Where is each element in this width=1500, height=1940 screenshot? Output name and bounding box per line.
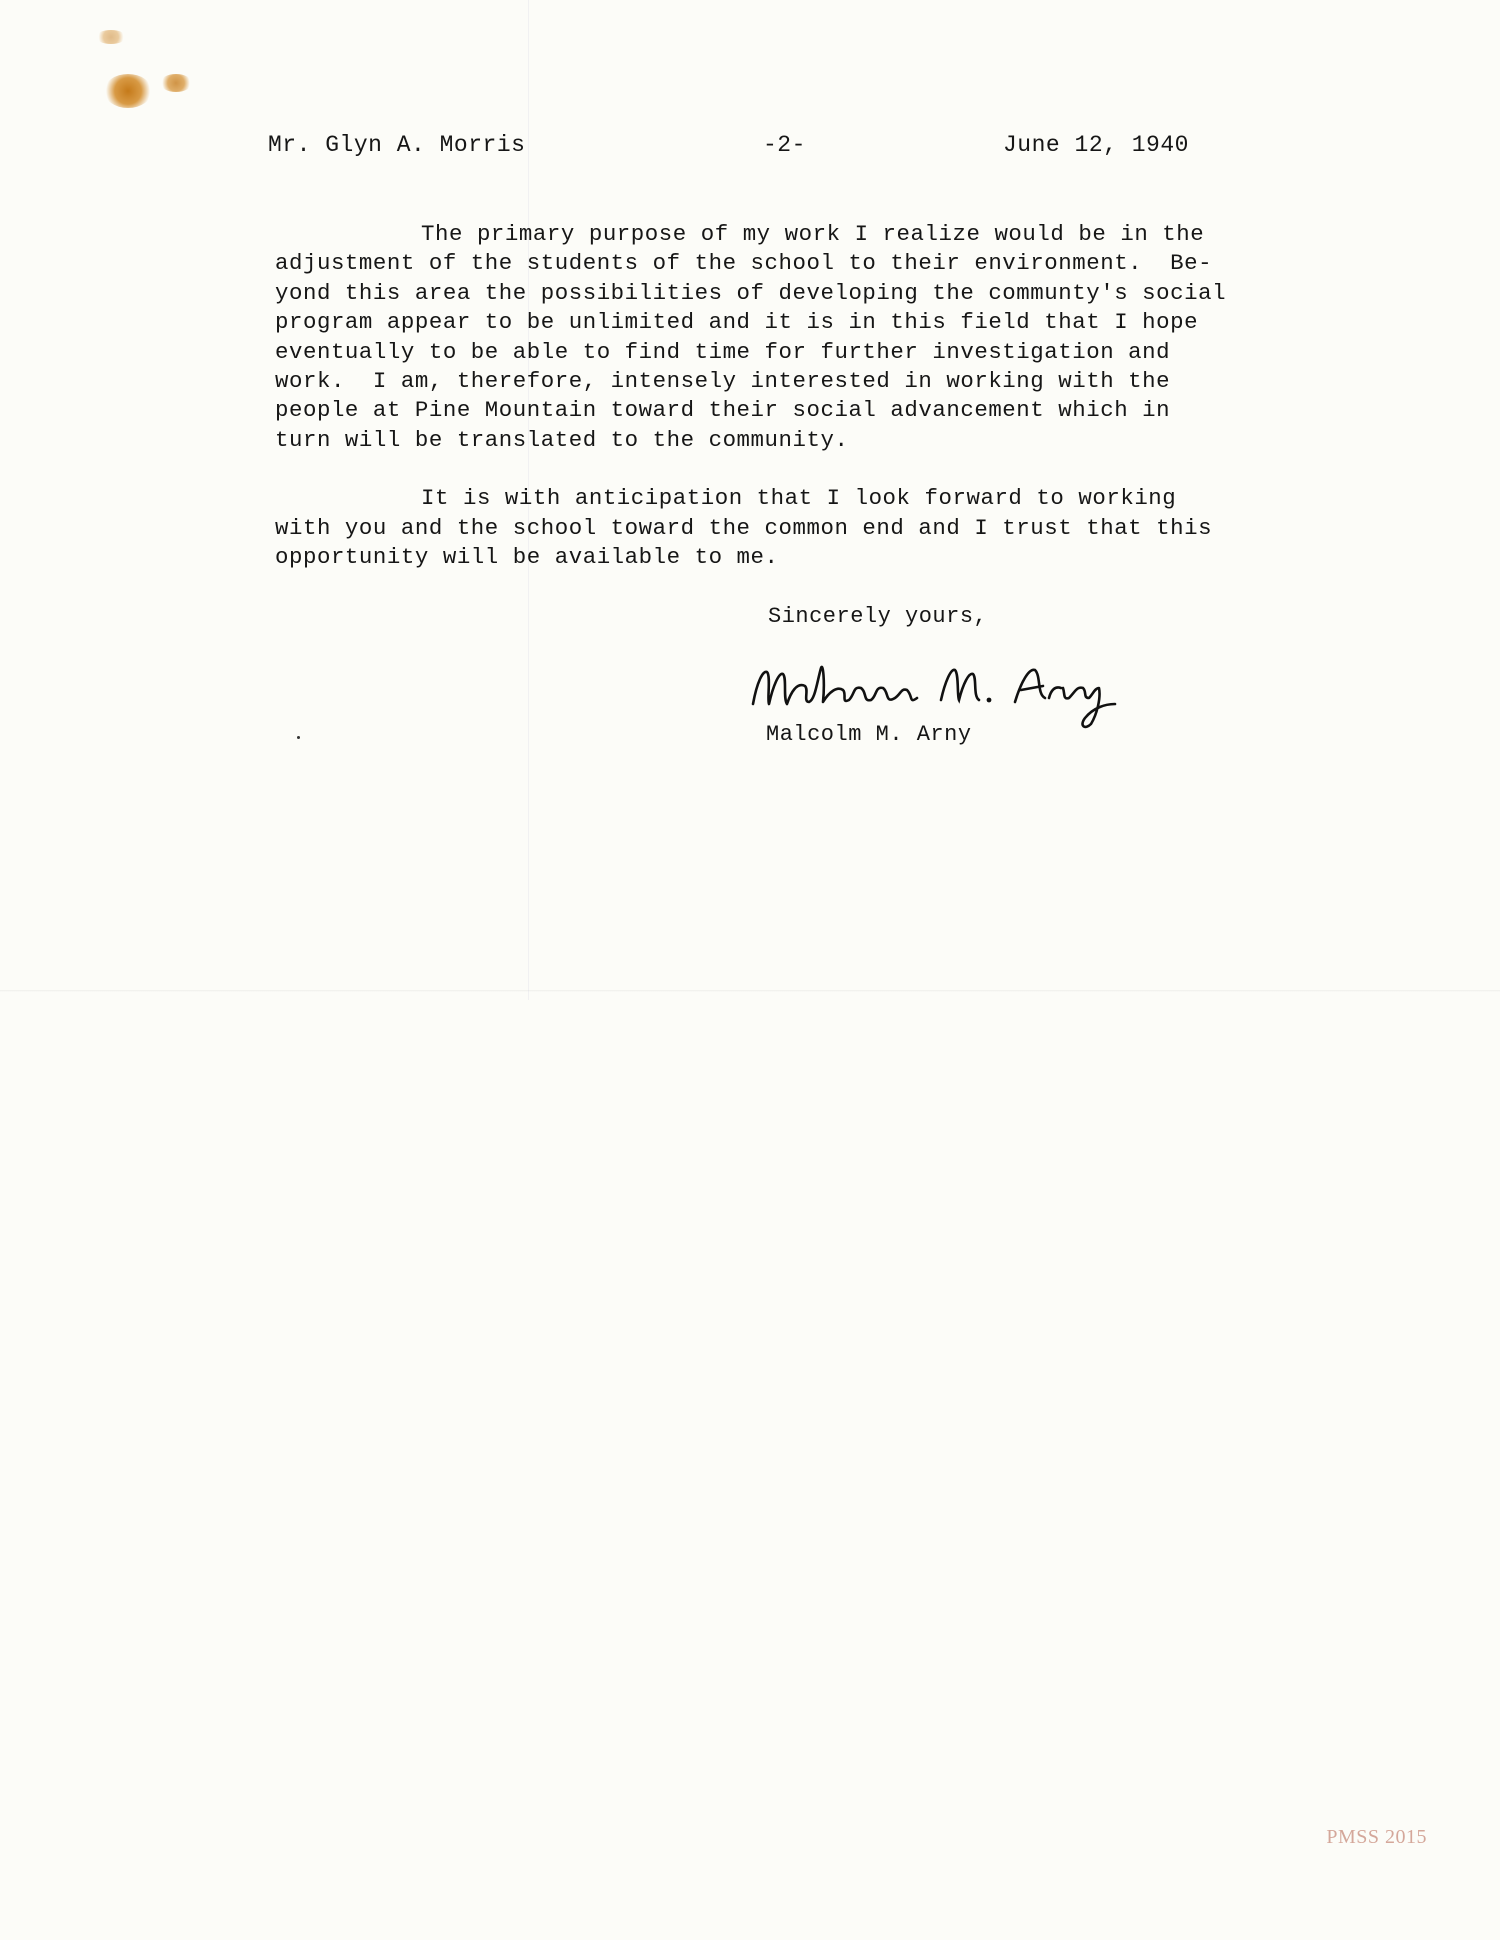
rust-stain-large [104,74,152,108]
page-number: -2- [763,132,806,158]
rust-stain-top [96,30,126,44]
paper-speck [297,736,300,739]
closing-salutation: Sincerely yours, [768,604,988,629]
body-line: adjustment of the students of the school to their environment. Be- [275,250,1213,277]
body-line: turn will be translated to the community. [275,426,849,453]
handwritten-signature [745,642,1145,732]
body-line: It is with anticipation that I look forward to working [421,485,1177,512]
letter-date: June 12, 1940 [1003,132,1189,158]
body-line: yond this area the possibilities of developing the communty's social [275,279,1227,306]
body-line: opportunity will be available to me. [275,544,779,571]
archive-watermark: PMSS 2015 [1326,1826,1427,1848]
recipient-name: Mr. Glyn A. Morris [268,132,526,158]
body-line: program appear to be unlimited and it is in this field that I hope [275,309,1199,336]
body-line: The primary purpose of my work I realize would be in the [421,221,1205,247]
letter-body [275,220,1295,601]
typed-signature-name: Malcolm M. Arny [766,722,972,747]
body-line: work. I am, therefore, intensely interested in working with the [275,368,1171,395]
body-line: eventually to be able to find time for further investigation and [275,338,1171,365]
rust-stain-small [160,74,192,92]
body-line: with you and the school toward the common end and I trust that this [275,514,1213,541]
paper-fold-horizontal [0,990,1500,992]
letter-header [268,132,1218,166]
paragraph-1 [275,220,1295,455]
paragraph-2 [275,484,1295,572]
body-line: people at Pine Mountain toward their social advancement which in [275,397,1171,424]
